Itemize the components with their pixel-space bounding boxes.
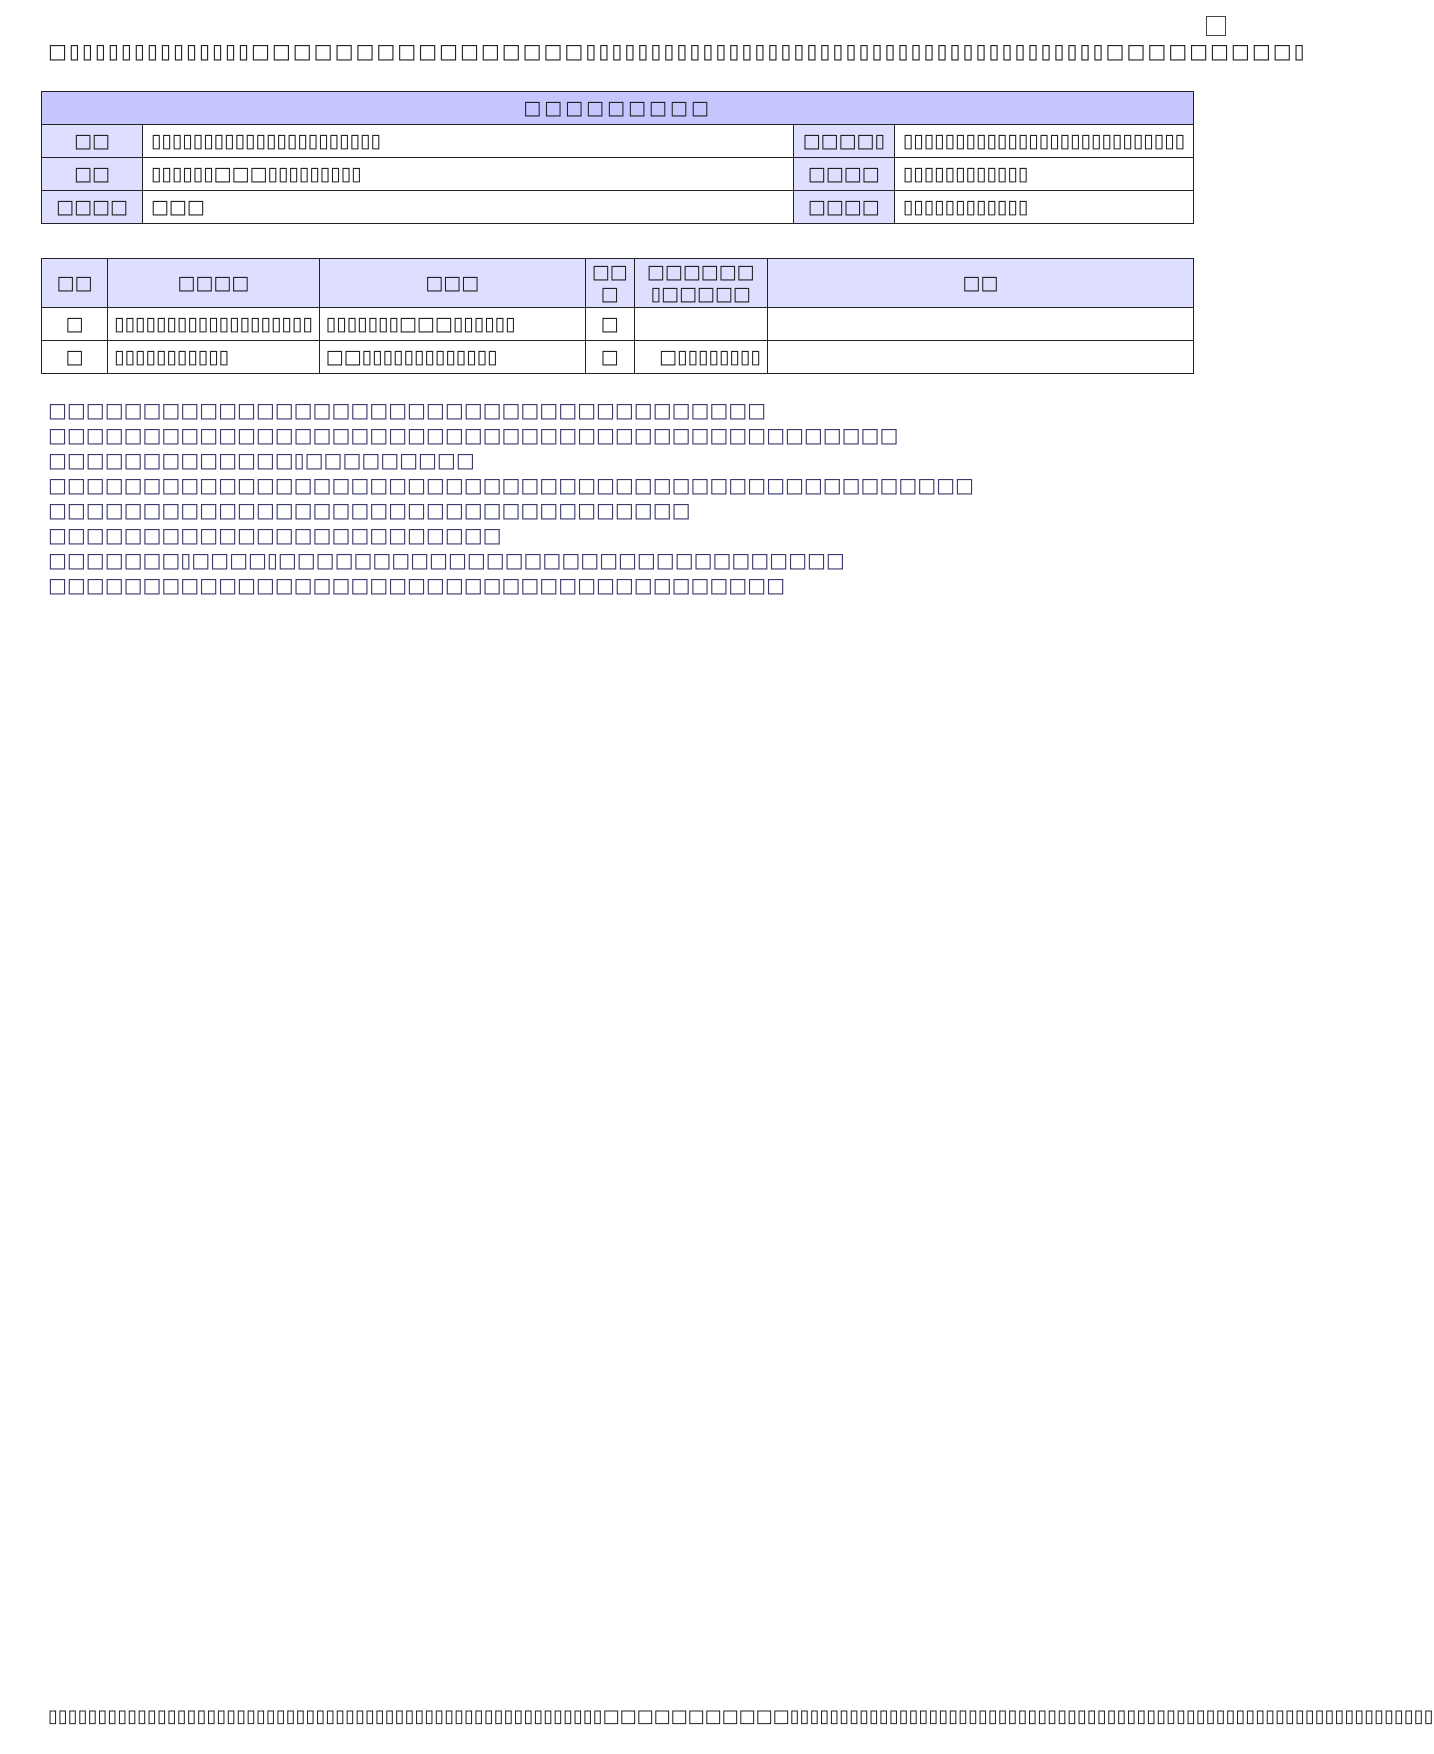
info-value: ▯▯▯▯▯▯□□□▯▯▯▯▯▯▯▯▯: [142, 158, 793, 191]
info-table: [41, 91, 1194, 224]
info-label: □□□□: [793, 191, 894, 224]
corner-mark: [1206, 16, 1226, 36]
table-row: [42, 341, 1194, 374]
info-label: □□: [42, 158, 143, 191]
note-line: □□□□□□□□□□□□□▯□□□□□□□□□: [48, 448, 475, 472]
item-cell: □: [42, 341, 108, 374]
note-line: □□□□□□□□□□□□□□□□□□□□□□□□□□□□□□□□□□□□□□□□□□□□□□□□□: [48, 473, 974, 497]
item-cell: ▯▯▯▯▯▯▯▯▯▯▯: [108, 341, 320, 374]
info-value: ▯▯▯▯▯▯▯▯▯▯▯▯: [894, 191, 1193, 224]
info-value: □□□: [142, 191, 793, 224]
note-line: □□□□□□□□□□□□□□□□□□□□□□□□: [48, 523, 502, 547]
items-header: □□□: [319, 259, 585, 308]
info-value: ▯▯▯▯▯▯▯▯▯▯▯▯▯▯▯▯▯▯▯▯▯▯: [142, 125, 793, 158]
items-header: □□□□: [108, 259, 320, 308]
item-cell: [767, 341, 1193, 374]
info-label: □□□□▯: [793, 125, 894, 158]
items-header-row: [42, 259, 1194, 308]
table-row: [42, 308, 1194, 341]
item-cell: □: [42, 308, 108, 341]
items-header: □□: [42, 259, 108, 308]
info-row: [42, 191, 1194, 224]
info-row: [42, 125, 1194, 158]
document-header: □▯▯▯▯▯▯▯▯▯▯▯▯▯▯□□□□□□□□□□□□□□□□▯▯▯▯▯▯▯▯▯▯▯▯▯▯▯▯▯▯▯▯▯▯▯▯▯▯▯▯▯▯▯▯▯▯▯▯▯▯▯▯□□□□□□□□□▯: [48, 39, 1307, 63]
items-header: □□: [767, 259, 1193, 308]
items-header: □□□□□□ ▯□□□□□: [634, 259, 767, 308]
document-footer: ▯▯▯▯▯▯▯▯▯▯▯▯▯▯▯▯▯▯▯▯▯▯▯▯▯▯▯▯▯▯▯▯▯▯▯▯▯▯▯▯▯▯▯▯▯▯▯▯▯▯▯▯▯▯▯▯□□□□□□□□□□□▯▯▯▯▯▯▯▯▯▯▯▯▯▯▯▯▯▯▯▯▯▯▯▯▯▯▯▯▯▯▯▯▯▯▯▯▯▯▯▯▯▯▯▯▯▯▯▯▯▯▯▯▯▯▯▯▯▯▯▯▯▯▯▯▯: [48, 1706, 1434, 1727]
info-label: □□□□: [42, 191, 143, 224]
items-table: [41, 258, 1194, 374]
info-value: ▯▯▯▯▯▯▯▯▯▯▯▯: [894, 158, 1193, 191]
notes-section: [48, 398, 1148, 598]
note-line: □□□□□□□□□□□□□□□□□□□□□□□□□□□□□□□□□□□□□□□□□□□□□: [48, 423, 899, 447]
info-value: ▯▯▯▯▯▯▯▯▯▯▯▯▯▯▯▯▯▯▯▯▯▯▯▯▯▯▯: [894, 125, 1193, 158]
items-header: □□ □: [585, 259, 634, 308]
note-line: □□□□□□□□□□□□□□□□□□□□□□□□□□□□□□□□□□: [48, 498, 691, 522]
item-cell: [767, 308, 1193, 341]
info-row: [42, 158, 1194, 191]
info-label: □□□□: [793, 158, 894, 191]
item-cell: ▯▯▯▯▯▯▯□□□▯▯▯▯▯▯: [319, 308, 585, 341]
item-cell: □□▯▯▯▯▯▯▯▯▯▯▯▯▯: [319, 341, 585, 374]
item-cell: ▯▯▯▯▯▯▯▯▯▯▯▯▯▯▯▯▯▯▯: [108, 308, 320, 341]
item-cell: □: [585, 341, 634, 374]
info-table-title: □□□□□□□□□: [42, 92, 1194, 125]
info-label: □□: [42, 125, 143, 158]
note-line: □□□□□□□□□□□□□□□□□□□□□□□□□□□□□□□□□□□□□□: [48, 398, 767, 422]
note-line: □□□□□□□□□□□□□□□□□□□□□□□□□□□□□□□□□□□□□□□: [48, 573, 785, 597]
item-cell: [634, 308, 767, 341]
note-line: □□□□□□□▯□□□□▯□□□□□□□□□□□□□□□□□□□□□□□□□□□□□□: [48, 548, 845, 572]
item-cell: □▯▯▯▯▯▯▯▯: [634, 341, 767, 374]
item-cell: □: [585, 308, 634, 341]
